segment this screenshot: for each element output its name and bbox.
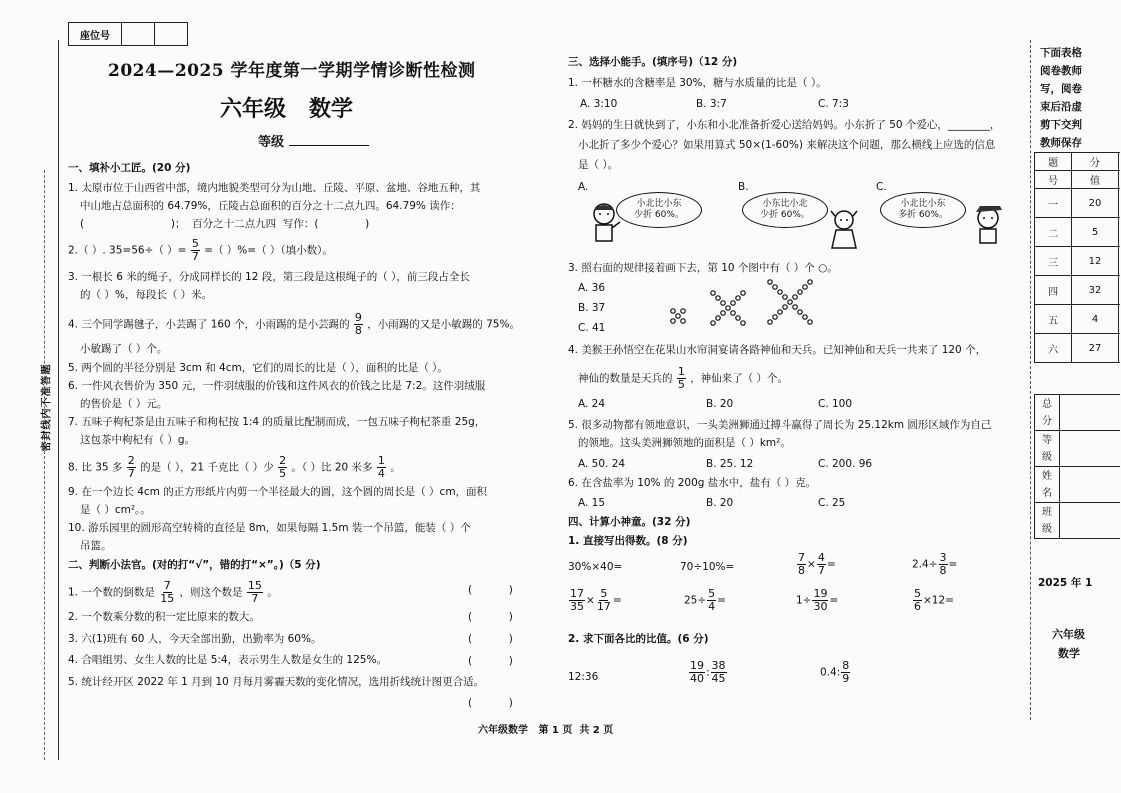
choice-q4-opt-c[interactable]: C. 100 bbox=[818, 398, 853, 410]
q8-text-a: 8. 比 35 多 bbox=[68, 461, 123, 474]
blank bbox=[1118, 153, 1120, 171]
row-3-v: 12 bbox=[1072, 247, 1119, 276]
q2-text-a: 2.（ ）. 35=56÷（ ）= bbox=[68, 244, 187, 257]
f bbox=[812, 588, 828, 613]
pattern-circle bbox=[788, 300, 792, 304]
calc-r1-d bbox=[912, 552, 957, 577]
calc-r2-b bbox=[684, 588, 726, 613]
den: 9 bbox=[842, 672, 850, 685]
pattern-figure-1 bbox=[671, 309, 685, 323]
choice-q3-opt-c[interactable]: C. 41 bbox=[578, 322, 606, 334]
choice-q1-opt-b[interactable]: B. 3:7 bbox=[696, 98, 727, 110]
num: 15 bbox=[247, 579, 262, 592]
eq: = bbox=[826, 558, 836, 571]
choice-q4-text-b: ，神仙来了（ ）个。 bbox=[690, 372, 789, 385]
judge-q4: 4. 合唱组男、女生人数的比是 5:4，表示男生人数是女生的 125%。 bbox=[68, 654, 387, 666]
name-label bbox=[1035, 467, 1060, 503]
section-4-sub-2: 2. 求下面各比的比值。(6 分) bbox=[568, 633, 709, 645]
f1 bbox=[689, 660, 705, 685]
choice-q6-opt-b[interactable]: B. 20 bbox=[706, 497, 734, 509]
pattern-circle bbox=[681, 319, 685, 323]
row-6-score[interactable] bbox=[1118, 334, 1120, 363]
section-3-title: 三、选择小能手。(填序号)（12 分) bbox=[568, 56, 738, 68]
q6-line-b: 的售价是（ ）元。 bbox=[80, 398, 168, 410]
q8-text-e: 。 bbox=[390, 461, 401, 474]
choice-q4-line-a: 4. 美猴王孙悟空在花果山水帘洞宴请各路神仙和天兵。已知神仙和天兵一共来了 120 个， bbox=[568, 344, 987, 356]
exam-subject: 六年级 数学 bbox=[220, 96, 353, 122]
q2-text-b: =（ ）%=（ ）（填小数）。 bbox=[204, 244, 333, 257]
num: 7 bbox=[798, 551, 805, 564]
note-3: 写，阅卷 bbox=[1040, 83, 1082, 95]
bubble-c bbox=[880, 192, 966, 228]
note-4: 束后沿虚 bbox=[1040, 101, 1082, 113]
lhs: 2.4÷ bbox=[912, 558, 938, 571]
pattern-circle bbox=[798, 310, 802, 314]
num: 4 bbox=[817, 551, 825, 564]
head-s: 分 bbox=[1072, 153, 1119, 171]
q10-line-a: 10. 游乐园里的圆形高空转椅的直径是 8m，如果每隔 1.5m 装一个吊篮，能装（ ）个 bbox=[68, 522, 471, 534]
row-1-v: 20 bbox=[1072, 189, 1119, 218]
den: 8 bbox=[354, 324, 362, 337]
q8-text-c: 。（ ）比 20 米多 bbox=[291, 461, 373, 474]
c2: 级 bbox=[1042, 451, 1052, 463]
pattern-circle bbox=[731, 301, 735, 305]
pattern-figure-2 bbox=[711, 291, 745, 325]
choice-q3-opt-a[interactable]: A. 36 bbox=[578, 282, 606, 294]
choice-q2-line-c: 是（ ）。 bbox=[578, 159, 619, 171]
pattern-circle bbox=[793, 305, 797, 309]
q10-line-b: 吊篮。 bbox=[80, 540, 112, 552]
c2: 级 bbox=[1042, 523, 1052, 535]
kid-b-illustration bbox=[826, 208, 862, 254]
pattern-circle bbox=[783, 305, 787, 309]
head-q: 题 bbox=[1035, 153, 1072, 171]
choice-q5-opt-c[interactable]: C. 200. 96 bbox=[818, 458, 873, 470]
pattern-circle bbox=[736, 296, 740, 300]
den: 40 bbox=[690, 672, 704, 685]
pattern-circle bbox=[721, 311, 725, 315]
num: 19 bbox=[690, 659, 704, 672]
eq: = bbox=[829, 594, 839, 607]
num: 5 bbox=[708, 587, 716, 600]
class-field[interactable] bbox=[1060, 503, 1121, 539]
pattern-circle bbox=[711, 291, 715, 295]
section-1-title: 一、填补小工匠。(20 分) bbox=[68, 162, 191, 174]
pattern-circle bbox=[803, 285, 807, 289]
den: 5 bbox=[677, 378, 685, 391]
den: 7 bbox=[191, 250, 199, 263]
pattern-circle bbox=[768, 320, 772, 324]
q1-line-b: 中山地占总面积的 64.79%，丘陵占总面积的百分之十二点九四。64.79% 读作： bbox=[80, 200, 461, 212]
pattern-circle bbox=[671, 309, 675, 313]
pattern-circle bbox=[798, 290, 802, 294]
q6-line-a: 6. 一件风衣售价为 350 元，一件羽绒服的价钱和这件风衣的价钱之比是 7:2。这件羽绒服 bbox=[68, 380, 486, 392]
note-6: 教师保存 bbox=[1040, 137, 1082, 149]
q4-line-b: 小敏踢了（ ）个。 bbox=[80, 343, 168, 355]
calc-r2-a bbox=[568, 588, 622, 613]
judge-q2: 2. 一个数乘分数的积一定比原来的数大。 bbox=[68, 611, 260, 623]
pattern-circle bbox=[778, 290, 782, 294]
c2: 名 bbox=[1042, 487, 1052, 499]
c1: 姓 bbox=[1042, 470, 1052, 482]
f bbox=[841, 660, 850, 685]
kid-a-illustration bbox=[586, 200, 626, 250]
choice-q2-opt-b[interactable]: B. bbox=[738, 181, 749, 193]
q3-line-a: 3. 一根长 6 米的绳子，分成同样长的 12 段，第三段是这根绳子的（ ），前三段占全长 bbox=[68, 271, 470, 283]
pattern-circle bbox=[671, 319, 675, 323]
pattern-circle bbox=[783, 295, 787, 299]
judge-q1-text-b: ，则这个数是 bbox=[179, 586, 243, 599]
q2-fraction bbox=[191, 238, 200, 263]
row-5-score[interactable] bbox=[1118, 305, 1120, 334]
exam-title: 2024—2025 学年度第一学期学情诊断性检测 bbox=[108, 61, 476, 81]
section-4-title: 四、计算小神童。(32 分) bbox=[568, 516, 691, 528]
pattern-circle bbox=[778, 310, 782, 314]
pattern-circle bbox=[773, 315, 777, 319]
q3-line-b: 的（ ）%，每段长（ ）米。 bbox=[80, 289, 213, 301]
q2 bbox=[68, 238, 333, 263]
judge-q5: 5. 统计经开区 2022 年 1 月到 10 月每月雾霾天数的变化情况，选用折线统计图更合适。 bbox=[68, 676, 485, 688]
seat-cell-2[interactable] bbox=[155, 23, 188, 46]
den: 4 bbox=[377, 467, 385, 480]
grade-label-r bbox=[1035, 431, 1060, 467]
q8-fraction-1 bbox=[127, 455, 136, 480]
q9-line-b: 是（ ）cm²。。 bbox=[80, 504, 151, 516]
ratio-a: 12:36 bbox=[568, 671, 599, 683]
op: : bbox=[706, 666, 710, 679]
row-4-score[interactable] bbox=[1118, 276, 1120, 305]
score-table bbox=[1034, 152, 1120, 363]
pattern-circle bbox=[803, 315, 807, 319]
choice-q4-text-a: 神仙的数量是天兵的 bbox=[578, 372, 673, 385]
judge-q3: 3. 六(1)班有 60 人，今天全部出勤，出勤率为 60%。 bbox=[68, 633, 322, 645]
choice-q1-opt-c[interactable]: C. 7:3 bbox=[818, 98, 849, 110]
q7-line-b: 这包茶中枸杞有（ ）g。 bbox=[80, 434, 196, 446]
rhs: ×12= bbox=[923, 594, 954, 607]
row-1-score[interactable] bbox=[1118, 189, 1120, 218]
row-3-score[interactable] bbox=[1118, 247, 1120, 276]
f1 bbox=[797, 552, 806, 577]
num: 1 bbox=[677, 365, 685, 378]
eq: = bbox=[612, 594, 622, 607]
lhs: 0.4: bbox=[820, 666, 841, 679]
row-3-q: 三 bbox=[1035, 247, 1072, 276]
num: 3 bbox=[939, 551, 947, 564]
den: 7 bbox=[817, 564, 825, 577]
right-notes bbox=[1040, 44, 1082, 152]
num: 9 bbox=[354, 311, 362, 324]
bubble-b bbox=[742, 192, 828, 228]
calc-r1-c bbox=[796, 552, 836, 577]
note-2: 阅卷教师 bbox=[1040, 65, 1082, 77]
choice-q3-opt-b[interactable]: B. 37 bbox=[578, 302, 606, 314]
choice-q5-line-a: 5. 很多动物都有领地意识，一头美洲狮通过搏斗赢得了周长为 25.12km 圆形区域作为自己 bbox=[568, 419, 992, 431]
q8-fraction-3 bbox=[377, 455, 386, 480]
total-label bbox=[1035, 395, 1060, 431]
row-6-q: 六 bbox=[1035, 334, 1072, 363]
eq: = bbox=[717, 594, 726, 607]
den: 5 bbox=[279, 467, 287, 480]
calc-r1-b: 70÷10%= bbox=[680, 561, 735, 573]
name-field[interactable] bbox=[1060, 467, 1121, 503]
calc-r2-c bbox=[796, 588, 838, 613]
den: 15 bbox=[160, 592, 175, 605]
choice-q5-opt-b[interactable]: B. 25. 12 bbox=[706, 458, 754, 470]
q9-line-a: 9. 在一个边长 4cm 的正方形纸片内剪一个半径最大的圆，这个圆的周长是（ ）cm，面积 bbox=[68, 486, 488, 498]
q1-line-a: 1. 太原市位于山西省中部，境内地貌类型可分为山地、丘陵、平原、盆地、谷地五种，其 bbox=[68, 182, 481, 194]
bubble-a-text: 小北比小东 少折 60%。 bbox=[634, 199, 684, 220]
judge-q1-text-c: 。 bbox=[267, 586, 278, 599]
head-s2: 值 bbox=[1072, 171, 1119, 189]
judge-paren-5[interactable]: ( ) bbox=[468, 697, 513, 709]
page-footer: 六年级数学 第 1 页 共 2 页 bbox=[478, 725, 614, 736]
choice-q6-opt-a[interactable]: A. 15 bbox=[578, 497, 606, 509]
f2 bbox=[817, 552, 826, 577]
num: 17 bbox=[570, 587, 584, 600]
pattern-circle bbox=[726, 306, 730, 310]
choice-q6-opt-c[interactable]: C. 25 bbox=[818, 497, 846, 509]
num: 38 bbox=[711, 659, 726, 672]
pattern-circle bbox=[716, 316, 720, 320]
section-4-sub-1: 1. 直接写出得数。(8 分) bbox=[568, 535, 688, 547]
den: 4 bbox=[708, 600, 716, 613]
num: 5 bbox=[600, 587, 608, 600]
pattern-circle bbox=[676, 314, 680, 318]
row-4-q: 四 bbox=[1035, 276, 1072, 305]
bubble-a bbox=[616, 192, 702, 228]
section-2-title: 二、判断小法官。(对的打“√”，错的打“×”。)（5 分) bbox=[68, 559, 321, 571]
choice-q5-line-b: 的领地。这头美洲狮领地的面积是（ ）km²。 bbox=[578, 437, 791, 449]
choice-q1: 1. 一杯糖水的含糖率是 30%，糖与水质量的比是（ ）。 bbox=[568, 77, 827, 89]
row-6-v: 27 bbox=[1072, 334, 1119, 363]
seat-label: 座位号 bbox=[69, 23, 122, 46]
c2: 分 bbox=[1042, 415, 1052, 427]
left-margin-line-top bbox=[58, 40, 59, 760]
class-label bbox=[1035, 503, 1060, 539]
total-field[interactable] bbox=[1060, 395, 1121, 431]
choice-q4 bbox=[578, 366, 788, 391]
row-2-v: 5 bbox=[1072, 218, 1119, 247]
blank bbox=[1118, 171, 1120, 189]
choice-q2-line-b: 小北折了多少个爱心？如果用算式 50×(1-60%) 来解决这个问题，那么横线上应选的信息 bbox=[578, 139, 996, 151]
op: × bbox=[807, 558, 816, 571]
f1 bbox=[569, 588, 585, 613]
num: 2 bbox=[279, 454, 287, 467]
grade-field bbox=[258, 131, 369, 150]
den: 8 bbox=[798, 564, 805, 577]
pattern-circle bbox=[808, 320, 812, 324]
choice-q6: 6. 在含盐率为 10% 的 200g 盐水中，盐有（ ）克。 bbox=[568, 477, 817, 489]
calc-r2-d bbox=[912, 588, 954, 613]
pattern-circle bbox=[768, 280, 772, 284]
head-q2: 号 bbox=[1035, 171, 1072, 189]
choice-q5-opt-a[interactable]: A. 50. 24 bbox=[578, 458, 626, 470]
f2 bbox=[711, 660, 727, 685]
judge-paren-3[interactable]: ( ) bbox=[468, 633, 513, 645]
note-1: 下面表格 bbox=[1040, 47, 1082, 59]
q5: 5. 两个圆的半径分别是 3cm 和 4cm，它们的周长的比是（ ），面积的比是（ ）。 bbox=[68, 362, 448, 374]
judge-q1-fraction-1 bbox=[159, 580, 175, 605]
row-1-q: 一 bbox=[1035, 189, 1072, 218]
judge-paren-4[interactable]: ( ) bbox=[468, 655, 513, 667]
num: 19 bbox=[813, 587, 828, 600]
q8-fraction-2 bbox=[278, 455, 287, 480]
choice-q3: 3. 照右面的规律接着画下去，第 10 个图中有（ ）个 ○。 bbox=[568, 262, 838, 274]
choice-q2-opt-a[interactable]: A. bbox=[578, 181, 589, 193]
row-5-v: 4 bbox=[1072, 305, 1119, 334]
seat-number-box bbox=[68, 22, 188, 46]
pattern-circle bbox=[731, 311, 735, 315]
eq: = bbox=[948, 558, 958, 571]
pattern-circle bbox=[808, 280, 812, 284]
pattern-circle bbox=[736, 316, 740, 320]
grade-label: 等级 bbox=[258, 135, 285, 150]
q4 bbox=[68, 312, 520, 337]
num: 7 bbox=[163, 579, 171, 592]
q4-fraction bbox=[354, 312, 363, 337]
bubble-c-text: 小北比小东 多折 60%。 bbox=[898, 199, 948, 220]
op: × bbox=[586, 594, 595, 607]
num: 5 bbox=[191, 237, 199, 250]
f bbox=[707, 588, 716, 613]
choice-q1-opt-a[interactable]: A. 3:10 bbox=[580, 98, 618, 110]
c1: 等 bbox=[1042, 434, 1052, 446]
c1: 总 bbox=[1042, 398, 1052, 410]
right-bottom-subject: 数学 bbox=[1058, 647, 1080, 660]
pattern-circle bbox=[681, 309, 685, 313]
q8-text-b: 的是（ ），21 千克比（ ）少 bbox=[140, 461, 274, 474]
num: 2 bbox=[127, 454, 135, 467]
row-5-q: 五 bbox=[1035, 305, 1072, 334]
ratio-c bbox=[820, 660, 851, 685]
num: 1 bbox=[377, 454, 385, 467]
pattern-circle bbox=[741, 321, 745, 325]
den: 35 bbox=[570, 600, 584, 613]
choice-q2-opt-c[interactable]: C. bbox=[876, 181, 887, 193]
q4-text-b: ，小雨踢的又是小敏踢的 75%。 bbox=[367, 318, 520, 331]
judge-q1-fraction-2 bbox=[247, 580, 263, 605]
c1: 班 bbox=[1042, 506, 1052, 518]
num: 5 bbox=[914, 587, 921, 600]
kid-c-illustration bbox=[968, 202, 1008, 252]
info-table bbox=[1034, 394, 1120, 539]
pattern-circle bbox=[721, 301, 725, 305]
f bbox=[939, 552, 948, 577]
choice-q2-line-a: 2. 妈妈的生日就快到了，小东和小北准备折爱心送给妈妈。小东折了 50 个爱心，________， bbox=[568, 119, 1001, 131]
den: 45 bbox=[711, 672, 726, 685]
lhs: 1÷ bbox=[796, 594, 812, 607]
judge-paren-1[interactable]: ( ) bbox=[468, 584, 513, 596]
q8 bbox=[68, 455, 401, 480]
den: 6 bbox=[914, 600, 921, 613]
bubble-b-text: 小东比小北 少折 60%。 bbox=[760, 199, 810, 220]
ratio-b bbox=[688, 660, 728, 685]
num: 8 bbox=[842, 659, 850, 672]
calc-r1-a: 30%×40= bbox=[568, 561, 623, 573]
q1-line-c: ( )； 百分之十二点九四 写作：( ) bbox=[80, 218, 370, 230]
judge-q1 bbox=[68, 580, 278, 605]
judge-q1-text-a: 1. 一个数的倒数是 bbox=[68, 586, 155, 599]
right-bottom-grade: 六年级 bbox=[1052, 628, 1085, 641]
q7-line-a: 7. 五味子枸杞茶是由五味子和枸杞按 1:4 的质量比配制而成，一包五味子枸杞茶重 25g， bbox=[68, 416, 486, 428]
seal-line-text: 密封线内不准答题 bbox=[41, 363, 53, 452]
row-4-v: 32 bbox=[1072, 276, 1119, 305]
f bbox=[913, 588, 922, 613]
judge-paren-2[interactable]: ( ) bbox=[468, 611, 513, 623]
choice-q4-fraction bbox=[677, 366, 686, 391]
grade-input[interactable] bbox=[289, 133, 369, 146]
pattern-circle bbox=[793, 295, 797, 299]
den: 8 bbox=[939, 564, 947, 577]
choice-q4-opt-b[interactable]: B. 20 bbox=[706, 398, 734, 410]
q4-text-a: 4. 三个同学踢毽子，小芸踢了 160 个，小雨踢的是小芸踢的 bbox=[68, 318, 350, 331]
pattern-circle bbox=[716, 296, 720, 300]
den: 17 bbox=[596, 600, 611, 613]
row-2-score[interactable] bbox=[1118, 218, 1120, 247]
pattern-circle bbox=[711, 321, 715, 325]
choice-q4-opt-a[interactable]: A. 24 bbox=[578, 398, 606, 410]
right-strip-divider bbox=[1030, 40, 1032, 720]
lhs: 25÷ bbox=[684, 594, 707, 607]
den: 7 bbox=[251, 592, 259, 605]
note-5: 剪下交判 bbox=[1040, 119, 1082, 131]
grade-field-r[interactable] bbox=[1060, 431, 1121, 467]
pattern-figures bbox=[660, 282, 840, 332]
f2 bbox=[596, 588, 612, 613]
pattern-circle bbox=[773, 285, 777, 289]
row-2-q: 二 bbox=[1035, 218, 1072, 247]
seat-cell-1[interactable] bbox=[122, 23, 155, 46]
pattern-figure-3 bbox=[768, 280, 812, 324]
den: 7 bbox=[127, 467, 135, 480]
right-date: 2025 年 1 bbox=[1038, 577, 1093, 589]
den: 30 bbox=[813, 600, 828, 613]
pattern-circle bbox=[741, 291, 745, 295]
